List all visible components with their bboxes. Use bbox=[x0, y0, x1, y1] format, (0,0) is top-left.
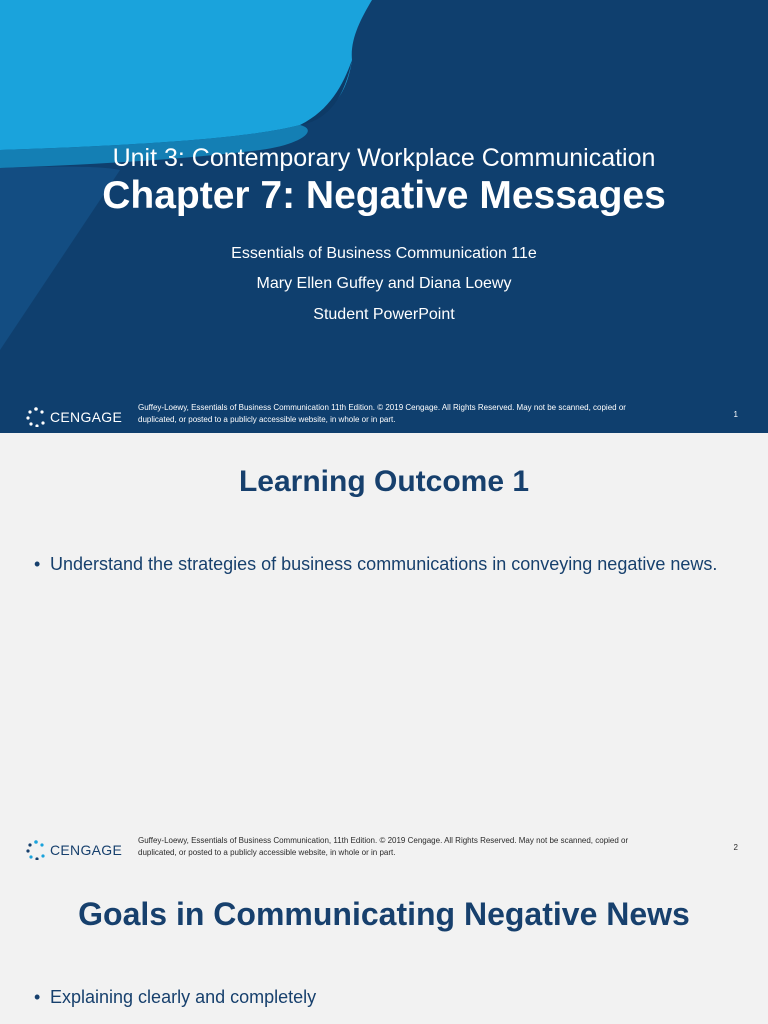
copyright-notice bbox=[138, 402, 698, 426]
page-number: 2 bbox=[733, 843, 738, 852]
cengage-logo-text: CENGAGE bbox=[50, 409, 123, 425]
bullet-text: Explaining clearly and completely bbox=[50, 987, 317, 1007]
authors: Mary Ellen Guffey and Diana Loewy bbox=[256, 275, 512, 292]
bullet-text: Understand the strategies of business communications in conveying negative news. bbox=[50, 554, 718, 574]
copyright-line-2: duplicated, or posted to a publicly accessible website, in whole or in part. bbox=[138, 415, 396, 424]
cengage-logo bbox=[26, 837, 126, 861]
list-item bbox=[34, 985, 724, 1009]
copyright-line-2: duplicated, or posted to a publicly accessible website, in whole or in part. bbox=[138, 848, 396, 857]
book-title: Essentials of Business Communication 11e bbox=[231, 245, 537, 262]
slide-title: Learning Outcome 1 bbox=[238, 465, 530, 498]
bullet-icon: • bbox=[34, 987, 41, 1007]
unit-title: Unit 3: Contemporary Workplace Communication bbox=[112, 144, 656, 172]
page-number: 1 bbox=[733, 410, 738, 419]
cengage-logo bbox=[26, 404, 126, 428]
slide-footer bbox=[0, 402, 768, 432]
chapter-title: Chapter 7: Negative Messages bbox=[102, 174, 666, 217]
list-item bbox=[34, 552, 724, 576]
copyright-notice bbox=[138, 835, 698, 859]
bullet-icon: • bbox=[34, 554, 41, 574]
presentation-type: Student PowerPoint bbox=[313, 306, 455, 323]
cengage-logo-text: CENGAGE bbox=[50, 842, 123, 858]
slide-footer bbox=[0, 835, 768, 865]
goals-slide bbox=[0, 866, 768, 1024]
copyright-line-1: Guffey-Loewy, Essentials of Business Communication 11th Edition. © 2019 Cengage. All Rights Reserved. May not be scanned, copied or bbox=[138, 403, 626, 412]
learning-outcome-slide bbox=[0, 433, 768, 866]
cengage-logo-icon bbox=[26, 840, 46, 860]
slide-title: Goals in Communicating Negative News bbox=[78, 896, 690, 932]
title-slide bbox=[0, 0, 768, 433]
copyright-line-1: Guffey-Loewy, Essentials of Business Communication, 11th Edition. © 2019 Cengage. All Rights Reserved. May not be scanned, copied or bbox=[138, 836, 629, 845]
cengage-logo-icon bbox=[26, 407, 46, 427]
